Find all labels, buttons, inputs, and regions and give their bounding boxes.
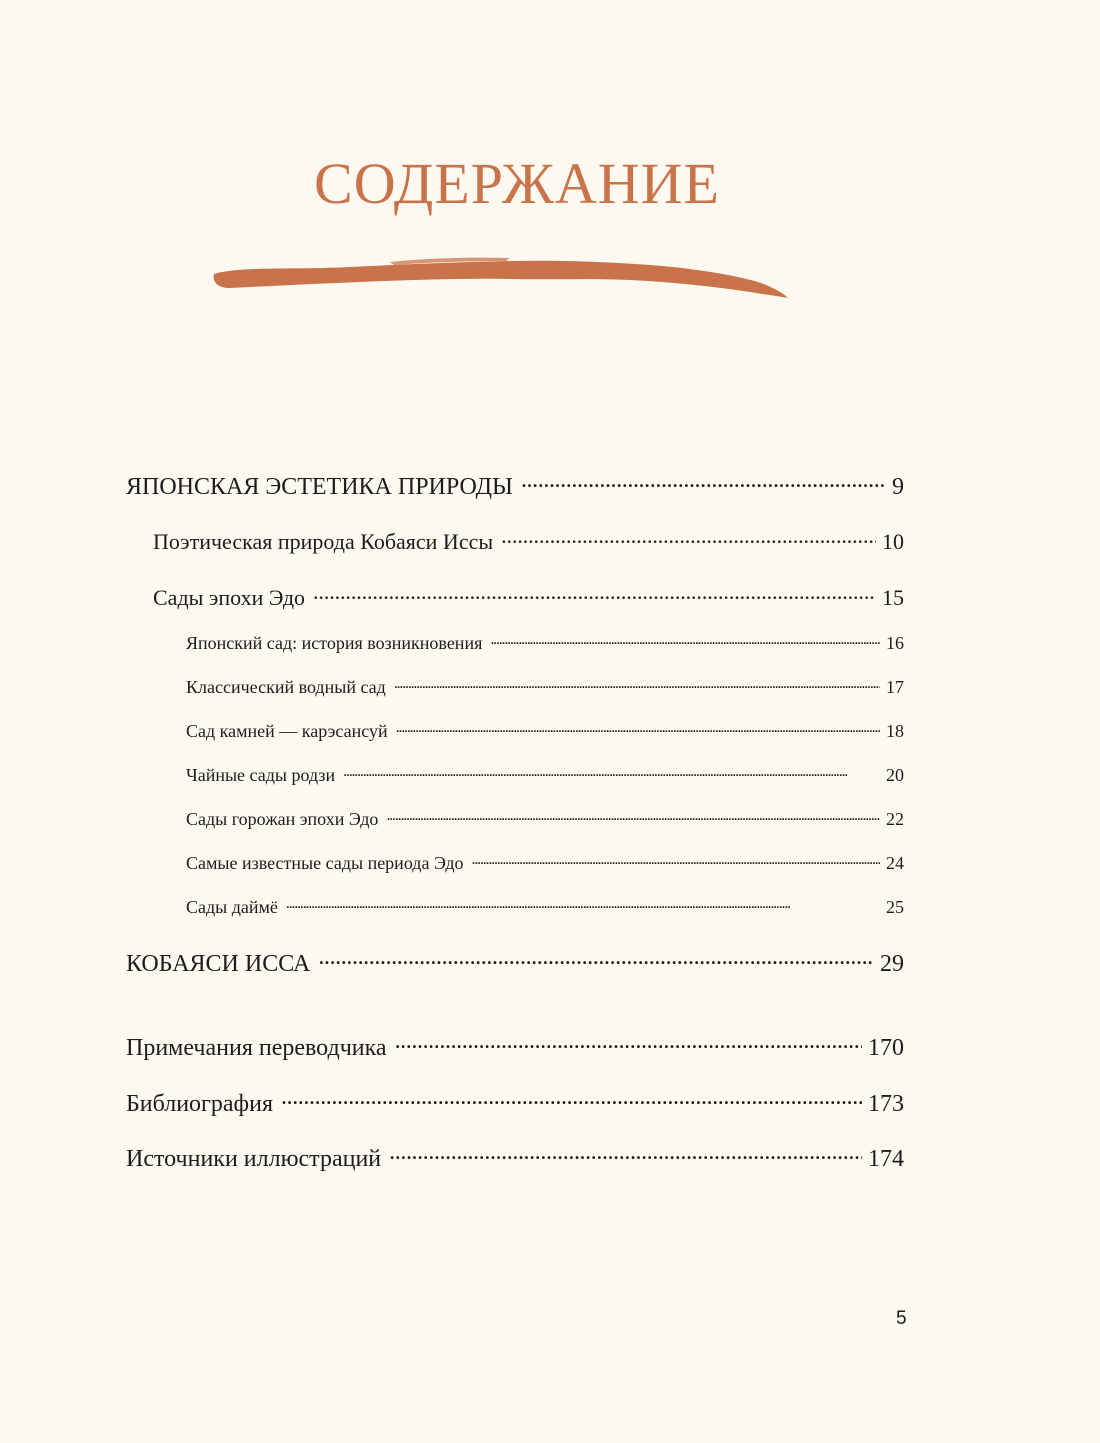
toc-entry[interactable] <box>126 1142 904 1173</box>
toc-dot-leader <box>286 895 880 913</box>
toc-entry-label: Поэтическая природа Кобаяси Иссы <box>153 529 494 554</box>
toc-entry-label: Чайные сады родзи <box>186 765 336 785</box>
toc-dot-leader <box>343 763 880 781</box>
toc-entry-page: 15 <box>882 585 904 610</box>
toc-dot-leader <box>472 851 880 869</box>
toc-entry-label: Самые известные сады периода Эдо <box>186 853 464 873</box>
toc-entry[interactable] <box>153 527 904 555</box>
toc-entry-page: 174 <box>868 1146 904 1172</box>
toc-entry-page: 173 <box>868 1091 904 1117</box>
toc-entry[interactable] <box>186 895 904 918</box>
toc-dot-leader <box>313 583 876 605</box>
toc-entry-page: 10 <box>882 529 904 554</box>
toc-entry-label: КОБАЯСИ ИССА <box>126 951 311 977</box>
toc-entry-label: ЯПОНСКАЯ ЭСТЕТИКА ПРИРОДЫ <box>126 474 513 500</box>
toc-dot-leader <box>395 1031 862 1055</box>
toc-entry[interactable] <box>186 807 904 830</box>
toc-entry[interactable] <box>186 763 904 786</box>
toc-entry-page: 16 <box>886 633 904 653</box>
toc-entry-label: Классический водный сад <box>186 677 386 697</box>
toc-entry-page: 18 <box>886 721 904 741</box>
toc-entry[interactable] <box>186 631 904 654</box>
toc-entry-page: 25 <box>886 897 904 917</box>
toc-entry[interactable] <box>153 583 904 611</box>
toc-dot-leader <box>389 1142 862 1166</box>
toc-entry[interactable] <box>126 1087 904 1118</box>
toc-dot-leader <box>501 527 876 549</box>
toc-entry-label: Источники иллюстраций <box>126 1146 382 1172</box>
toc-entry[interactable] <box>126 470 904 501</box>
toc-dot-leader <box>521 470 886 494</box>
toc-dot-leader <box>396 719 880 737</box>
toc-entry-page: 170 <box>868 1035 904 1061</box>
toc-entry-page: 24 <box>886 853 904 873</box>
toc-entry[interactable] <box>186 851 904 874</box>
page-number: 5 <box>896 1308 907 1329</box>
toc-entry-page: 29 <box>880 951 904 977</box>
toc-entry-page: 20 <box>886 765 904 785</box>
toc-dot-leader <box>394 675 880 693</box>
toc-entry[interactable] <box>126 947 904 978</box>
toc-entry-label: Примечания переводчика <box>126 1035 387 1061</box>
toc-dot-leader <box>386 807 880 825</box>
toc-entry[interactable] <box>186 719 904 742</box>
toc-entry-label: Сады горожан эпохи Эдо <box>186 809 379 829</box>
toc-entry-page: 17 <box>886 677 904 697</box>
toc-dot-leader <box>281 1087 862 1111</box>
toc-entry-label: Сады даймё <box>186 897 278 917</box>
toc-entry-label: Сад камней — карэсансуй <box>186 721 388 741</box>
toc-entry-page: 9 <box>892 474 904 500</box>
page-title: СОДЕРЖАНИЕ <box>314 151 720 216</box>
toc-entry[interactable] <box>186 675 904 698</box>
toc-entry-page: 22 <box>886 809 904 829</box>
toc-entry[interactable] <box>126 1031 904 1062</box>
toc-entry-label: Японский сад: история возникновения <box>186 633 483 653</box>
toc-entry-label: Библиография <box>126 1091 273 1117</box>
toc-dot-leader <box>490 631 880 649</box>
toc-dot-leader <box>318 947 874 971</box>
toc-entry-label: Сады эпохи Эдо <box>153 585 306 610</box>
